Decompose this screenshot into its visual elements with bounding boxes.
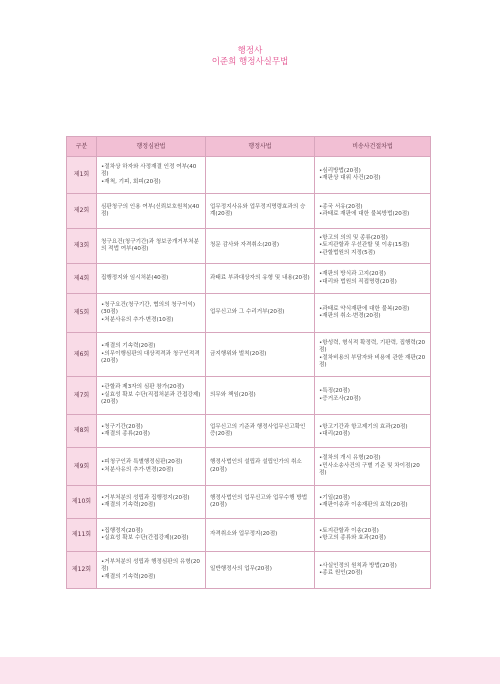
cell-text: •항고의 종류와 효과(20점) xyxy=(319,535,386,541)
cell-text: •과태료 재판에 대한 불복방법(20점) xyxy=(319,211,410,217)
cell-text: •재판의 방식과 고지(20점) xyxy=(319,271,386,278)
cell-text: •대리와 법원의 직접명령(20점) xyxy=(319,278,397,285)
cell-text: •재결의 기속력(20점) xyxy=(101,573,156,580)
column-header-admin-appeal-act: 행정심판법 xyxy=(97,137,206,157)
exam-topics-table xyxy=(66,136,431,589)
cell-col3 xyxy=(315,194,431,229)
cell-text: •거부처분의 성립과 행정심판의 유형(20점) xyxy=(101,558,200,573)
column-header-category: 구분 xyxy=(67,137,97,157)
cell-text: •재척, 기피, 회피(20점) xyxy=(101,178,161,185)
cell-col3 xyxy=(315,448,431,486)
table-row xyxy=(67,448,431,486)
cell-col2 xyxy=(206,519,315,552)
row-label: 제2회 xyxy=(67,194,97,229)
table-row xyxy=(67,333,431,377)
cell-col2 xyxy=(206,448,315,486)
cell-text: •과태료 약식재판에 대한 불복(20점) xyxy=(319,305,410,312)
row-label: 제5회 xyxy=(67,294,97,333)
cell-col2 xyxy=(206,333,315,377)
cell-text: •재판상 대위 사건(20점) xyxy=(319,175,381,181)
cell-text: 행정사법인의 업무신고와 업무수행 방법(20점) xyxy=(210,494,308,508)
cell-text: •항성력, 형식적 확정력, 기판력, 집행력(20점) xyxy=(319,339,426,354)
cell-text: •처분사유의 추가·변경(20점) xyxy=(101,466,174,473)
table-row xyxy=(67,157,431,194)
cell-text: •토지관할과 우선관할 및 이송(15점) xyxy=(319,242,410,249)
cell-text: 업무신고의 기준과 행정사업무신고확인증(20점) xyxy=(210,423,306,437)
table-row xyxy=(67,264,431,294)
table-row xyxy=(67,229,431,264)
cell-text: 의무와 책임(20점) xyxy=(210,391,256,398)
cell-text: •재결의 기속력(20점) xyxy=(101,343,156,350)
row-label: 제10회 xyxy=(67,486,97,519)
cell-col1 xyxy=(97,448,206,486)
cell-text: •기일(20점) xyxy=(319,494,350,501)
cell-text: •실효성 확보 수단(직접처분과 간접강제)(20점) xyxy=(101,391,201,406)
row-label: 제7회 xyxy=(67,377,97,415)
cell-text: •항고기간과 항고제기의 효과(20점) xyxy=(319,423,408,430)
cell-text: •종료 원인(20점) xyxy=(319,570,363,576)
cell-text: 자격취소와 업무정지(20점) xyxy=(210,531,278,538)
cell-text: •항고의 의의 및 종류(20점) xyxy=(319,234,388,241)
cell-col2 xyxy=(206,294,315,333)
cell-text: •심리방법(20점) xyxy=(319,167,361,174)
cell-col2 xyxy=(206,264,315,294)
table-row xyxy=(67,294,431,333)
cell-col2 xyxy=(206,486,315,519)
cell-col2 xyxy=(206,157,315,194)
cell-col1 xyxy=(97,194,206,229)
cell-col1 xyxy=(97,294,206,333)
cell-col3 xyxy=(315,157,431,194)
cell-col1 xyxy=(97,264,206,294)
row-label: 제6회 xyxy=(67,333,97,377)
cell-col1 xyxy=(97,157,206,194)
row-label: 제12회 xyxy=(67,552,97,589)
column-header-non-contentious-act: 비송사건절차법 xyxy=(315,137,431,157)
table-row xyxy=(67,377,431,415)
cell-text: 업무신고와 그 수리거부(20점) xyxy=(210,309,285,316)
cell-text: •거부처분의 성립과 집행정지(20점) xyxy=(101,494,190,501)
cell-col3 xyxy=(315,294,431,333)
cell-col3 xyxy=(315,552,431,589)
cell-text: 금지행위와 벌칙(20점) xyxy=(210,350,267,357)
cell-col3 xyxy=(315,486,431,519)
table-header-row xyxy=(67,137,431,157)
table-row xyxy=(67,486,431,519)
cell-text: 청문 감사와 자격취소(20점) xyxy=(210,242,280,249)
cell-col2 xyxy=(206,229,315,264)
cell-text: 심판청구의 인용 여부(신뢰보호원칙)(40점) xyxy=(101,203,200,217)
cell-col3 xyxy=(315,377,431,415)
cell-text: 집행정지와 임시처분(40점) xyxy=(101,274,169,281)
cell-text: •대리(20점) xyxy=(319,431,350,437)
cell-text: •의무이행심판의 대상적격과 청구인적격(20점) xyxy=(101,350,200,365)
cell-text: •토지관할과 이송(20점) xyxy=(319,527,379,534)
cell-text: 과태료 부과대상자의 유형 및 내용(20점) xyxy=(210,274,310,281)
cell-text: •관할과 제3자의 심판 참가(20점) xyxy=(101,384,185,391)
footer-band xyxy=(0,657,500,684)
cell-col2 xyxy=(206,552,315,589)
cell-text: •민사소송사건의 구별 기준 및 차이점(20점) xyxy=(319,462,420,477)
row-label: 제3회 xyxy=(67,229,97,264)
cell-text: •재판이송과 이송재판의 효력(20점) xyxy=(319,502,408,508)
cell-col2 xyxy=(206,415,315,448)
cell-col3 xyxy=(315,264,431,294)
cell-text: •사실인정의 원칙과 방법(20점) xyxy=(319,562,397,569)
cell-col1 xyxy=(97,552,206,589)
cell-text: •청구요건(청구기간, 협의의 청구이익)(30점) xyxy=(101,301,196,316)
cell-text: 청구요건(청구기간)과 청보공개거부처분의 적법 여부(40점) xyxy=(101,238,200,252)
row-label: 제11회 xyxy=(67,519,97,552)
cell-col1 xyxy=(97,377,206,415)
cell-text: 일반행정사의 업무(20점) xyxy=(210,566,272,573)
cell-text: •절차비용의 부담자와 비용에 관한 재판(20점) xyxy=(319,354,426,368)
cell-col2 xyxy=(206,194,315,229)
row-label: 제4회 xyxy=(67,264,97,294)
cell-text: •종국 서유(20점) xyxy=(319,203,363,210)
title-line-1: 행정사 xyxy=(237,46,263,56)
cell-col1 xyxy=(97,415,206,448)
cell-text: •절차상 하자와 사정재결 인정 여부(40점) xyxy=(101,163,197,178)
cell-col1 xyxy=(97,519,206,552)
cell-col1 xyxy=(97,333,206,377)
row-label: 제8회 xyxy=(67,415,97,448)
table-row xyxy=(67,194,431,229)
cell-text: 행정사법인의 설립과 설립인가의 취소(20점) xyxy=(210,459,302,473)
cell-col2 xyxy=(206,377,315,415)
column-header-admin-agent-act: 행정사법 xyxy=(206,137,315,157)
cell-text: •증거조사(20점) xyxy=(319,395,361,402)
cell-text: •절차의 개시 유형(20점) xyxy=(319,455,381,462)
cell-col3 xyxy=(315,229,431,264)
cell-text: 업무정지사유와 업무정지명령효과의 승계(20점) xyxy=(210,203,306,217)
cell-col1 xyxy=(97,486,206,519)
table-row xyxy=(67,519,431,552)
cell-col3 xyxy=(315,333,431,377)
cell-text: •처분사유의 추가·변경(10점) xyxy=(101,316,174,323)
cell-text: •피청구인과 특별행정심판(20점) xyxy=(101,459,183,466)
row-label: 제1회 xyxy=(67,157,97,194)
cell-text: •실효성 확보 수단(간접강제)(20점) xyxy=(101,535,189,541)
cell-text: •집행정지(20점) xyxy=(101,527,143,534)
cell-text: •청구기간(20점) xyxy=(101,423,143,430)
cell-text: •재결의 기속력(20점) xyxy=(101,502,156,508)
row-label: 제9회 xyxy=(67,448,97,486)
cell-col1 xyxy=(97,229,206,264)
cell-col3 xyxy=(315,415,431,448)
page-title xyxy=(0,46,500,68)
title-line-2: 이준희 행정사실무법 xyxy=(211,57,289,67)
cell-text: •특징(20점) xyxy=(319,388,350,395)
cell-text: •재결의 종류(20점) xyxy=(101,431,150,437)
table-row xyxy=(67,552,431,589)
table-row xyxy=(67,415,431,448)
table-body xyxy=(67,157,431,589)
cell-col3 xyxy=(315,519,431,552)
cell-text: •재판의 취소·변경(20점) xyxy=(319,313,381,319)
cell-text: •관할법원의 지정(5점) xyxy=(319,249,376,256)
